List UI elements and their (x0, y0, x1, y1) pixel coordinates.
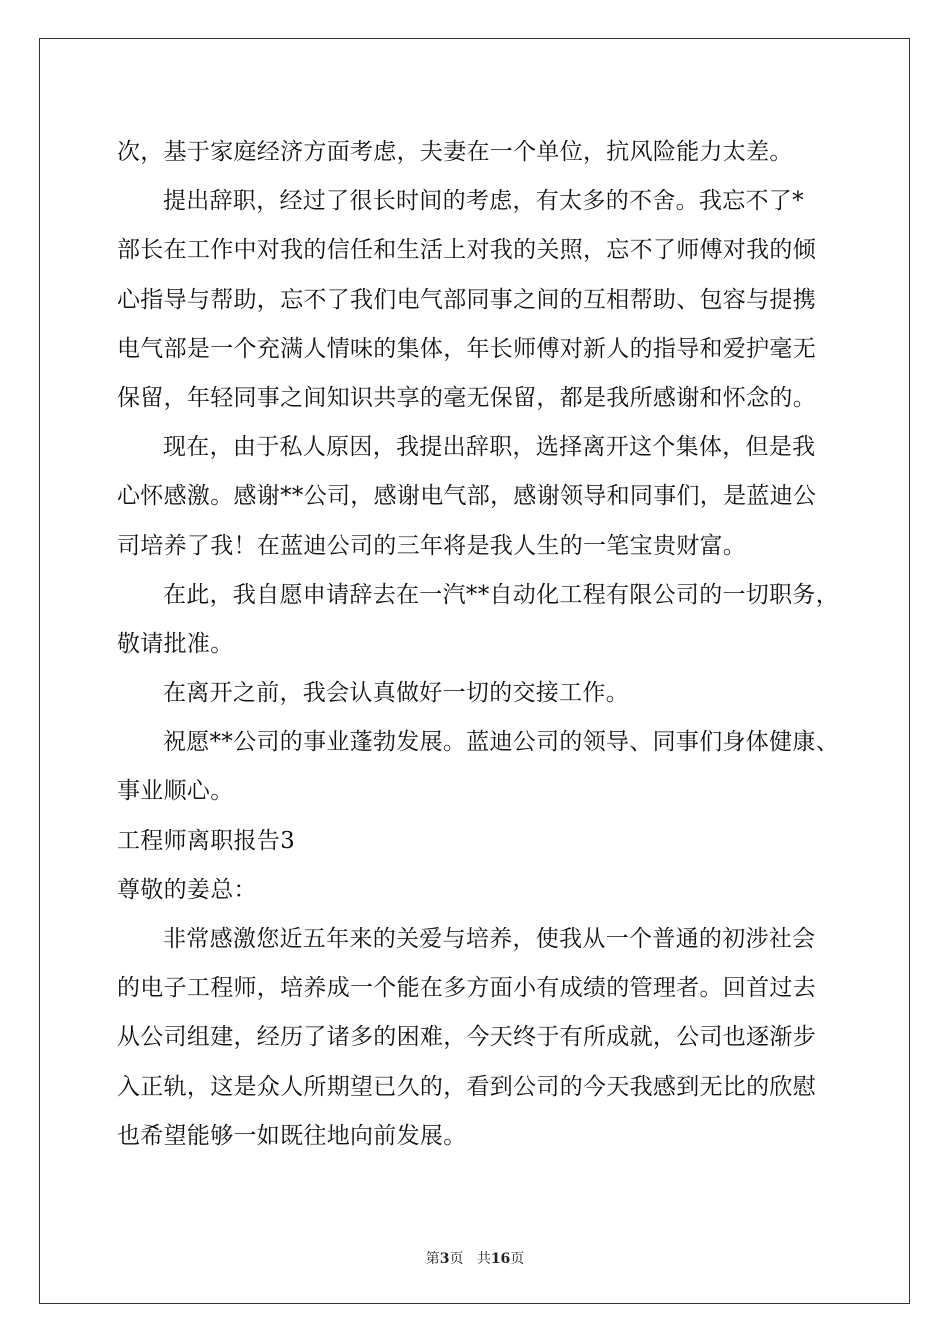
text-line: 保留，年轻同事之间知识共享的毫无保留，都是我所感谢和怀念的。 (117, 384, 816, 411)
page-footer (0, 1248, 950, 1268)
page-suffix: 页 (449, 1251, 464, 1267)
total-page-number: 16 (490, 1251, 511, 1267)
text-line: 祝愿**公司的事业蓬勃发展。蓝迪公司的领导、同事们身体健康、 (163, 729, 839, 756)
page-prefix: 第 (425, 1251, 440, 1267)
text-line: 从公司组建，经历了诸多的困难，今天终于有所成就，公司也逐渐步 (117, 1024, 816, 1051)
text-line: 部长在工作中对我的信任和生活上对我的关照，忘不了师傅对我的倾 (117, 237, 816, 264)
text-line: 提出辞职，经过了很长时间的考虑，有太多的不舍。我忘不了* (163, 188, 804, 215)
text-line: 司培养了我！在蓝迪公司的三年将是我人生的一笔宝贵财富。 (117, 532, 747, 559)
text-line: 在此，我自愿申请辞去在一汽**自动化工程有限公司的一切职务， (163, 581, 839, 608)
text-line: 的电子工程师，培养成一个能在多方面小有成绩的管理者。回首过去 (117, 975, 816, 1002)
text-line: 非常感激您近五年来的关爱与培养，使我从一个普通的初涉社会 (163, 926, 816, 952)
text-line: 在离开之前，我会认真做好一切的交接工作。 (163, 680, 629, 707)
text-line: 现在，由于私人原因，我提出辞职，选择离开这个集体，但是我 (163, 434, 816, 461)
salutation: 尊敬的姜总： (117, 876, 257, 903)
current-page-number: 3 (439, 1251, 450, 1267)
total-suffix: 页 (510, 1251, 525, 1267)
text-line: 心指导与帮助，忘不了我们电气部同事之间的互相帮助、包容与提携 (117, 286, 816, 313)
section-heading: 工程师离职报告3 (117, 827, 296, 854)
document-body (117, 128, 857, 1161)
text-line: 事业顺心。 (117, 778, 234, 805)
text-line: 电气部是一个充满人情味的集体，年长师傅对新人的指导和爱护毫无 (117, 335, 816, 362)
text-line: 心怀感激。感谢**公司，感谢电气部，感谢领导和同事们，是蓝迪公 (117, 483, 817, 510)
total-prefix: 共 (476, 1251, 491, 1267)
text-line: 也希望能够一如既往地向前发展。 (117, 1122, 467, 1149)
text-line: 敬请批准。 (117, 630, 234, 657)
text-line: 次，基于家庭经济方面考虑，夫妻在一个单位，抗风险能力太差。 (117, 139, 793, 165)
text-line: 入正轨，这是众人所期望已久的，看到公司的今天我感到无比的欣慰 (117, 1073, 816, 1100)
